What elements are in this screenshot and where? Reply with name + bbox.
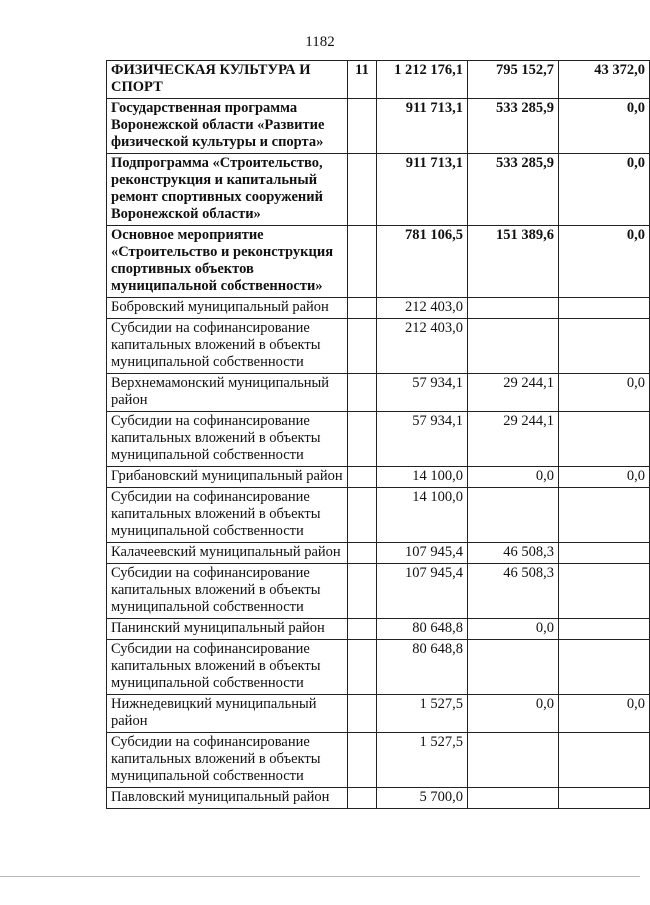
row-name-cell: Субсидии на софинансирование капитальных вложений в объекты муниципальной собственности <box>107 412 348 467</box>
table-row <box>107 412 650 467</box>
page-number: 1182 <box>305 34 335 50</box>
row-value-3-cell <box>559 543 650 564</box>
table-row <box>107 226 650 298</box>
table-row <box>107 543 650 564</box>
table-row <box>107 154 650 226</box>
row-name-cell: Подпрограмма «Строительство, реконструкция и капитальный ремонт спортивных сооружений Воронежской области» <box>107 154 348 226</box>
row-value-1-cell: 107 945,4 <box>377 564 468 619</box>
row-name-cell: Бобровский муниципальный район <box>107 298 348 319</box>
row-value-1-cell: 1 212 176,1 <box>377 61 468 99</box>
row-code-cell <box>348 298 377 319</box>
row-name-cell: Субсидии на софинансирование капитальных вложений в объекты муниципальной собственности <box>107 319 348 374</box>
row-value-2-cell: 29 244,1 <box>468 412 559 467</box>
table-row <box>107 374 650 412</box>
row-code-cell <box>348 99 377 154</box>
row-value-2-cell: 533 285,9 <box>468 99 559 154</box>
row-name-cell: Субсидии на софинансирование капитальных вложений в объекты муниципальной собственности <box>107 640 348 695</box>
row-value-1-cell: 911 713,1 <box>377 99 468 154</box>
row-name-cell: Субсидии на софинансирование капитальных вложений в объекты муниципальной собственности <box>107 733 348 788</box>
row-value-1-cell: 5 700,0 <box>377 788 468 809</box>
table-row <box>107 298 650 319</box>
row-value-2-cell: 29 244,1 <box>468 374 559 412</box>
row-value-2-cell <box>468 733 559 788</box>
row-name-cell: Государственная программа Воронежской области «Развитие физической культуры и спорта» <box>107 99 348 154</box>
row-value-1-cell: 781 106,5 <box>377 226 468 298</box>
row-value-3-cell: 43 372,0 <box>559 61 650 99</box>
row-value-3-cell <box>559 488 650 543</box>
row-value-1-cell: 911 713,1 <box>377 154 468 226</box>
row-code-cell <box>348 319 377 374</box>
row-value-2-cell <box>468 319 559 374</box>
row-value-1-cell: 57 934,1 <box>377 374 468 412</box>
row-code-cell <box>348 467 377 488</box>
row-value-3-cell <box>559 788 650 809</box>
row-value-1-cell: 14 100,0 <box>377 467 468 488</box>
table-row <box>107 61 650 99</box>
budget-table-body <box>107 61 650 809</box>
row-value-1-cell: 1 527,5 <box>377 695 468 733</box>
row-value-3-cell: 0,0 <box>559 99 650 154</box>
row-value-2-cell: 46 508,3 <box>468 543 559 564</box>
row-code-cell <box>348 412 377 467</box>
row-name-cell: Субсидии на софинансирование капитальных вложений в объекты муниципальной собственности <box>107 488 348 543</box>
row-value-3-cell: 0,0 <box>559 374 650 412</box>
table-row <box>107 695 650 733</box>
row-code-cell <box>348 374 377 412</box>
row-name-cell: Павловский муниципальный район <box>107 788 348 809</box>
row-value-3-cell <box>559 319 650 374</box>
row-value-2-cell <box>468 640 559 695</box>
row-value-3-cell <box>559 640 650 695</box>
row-value-1-cell: 212 403,0 <box>377 298 468 319</box>
row-value-1-cell: 80 648,8 <box>377 619 468 640</box>
row-value-1-cell: 57 934,1 <box>377 412 468 467</box>
row-value-3-cell <box>559 564 650 619</box>
row-value-2-cell <box>468 298 559 319</box>
row-code-cell <box>348 619 377 640</box>
row-value-1-cell: 80 648,8 <box>377 640 468 695</box>
row-value-2-cell <box>468 788 559 809</box>
row-value-1-cell: 107 945,4 <box>377 543 468 564</box>
row-value-2-cell: 533 285,9 <box>468 154 559 226</box>
table-row <box>107 640 650 695</box>
footer-divider <box>0 876 640 877</box>
table-row <box>107 619 650 640</box>
row-value-3-cell <box>559 298 650 319</box>
row-value-3-cell: 0,0 <box>559 226 650 298</box>
table-row <box>107 319 650 374</box>
row-name-cell: Субсидии на софинансирование капитальных вложений в объекты муниципальной собственности <box>107 564 348 619</box>
row-value-2-cell: 0,0 <box>468 695 559 733</box>
row-value-3-cell <box>559 412 650 467</box>
row-value-3-cell <box>559 619 650 640</box>
row-value-2-cell <box>468 488 559 543</box>
row-code-cell: 11 <box>348 61 377 99</box>
row-value-1-cell: 212 403,0 <box>377 319 468 374</box>
table-row <box>107 788 650 809</box>
row-code-cell <box>348 564 377 619</box>
row-code-cell <box>348 733 377 788</box>
row-value-2-cell: 795 152,7 <box>468 61 559 99</box>
row-value-3-cell: 0,0 <box>559 695 650 733</box>
row-code-cell <box>348 788 377 809</box>
row-value-3-cell <box>559 733 650 788</box>
row-code-cell <box>348 695 377 733</box>
row-name-cell: Калачеевский муниципальный район <box>107 543 348 564</box>
row-name-cell: Основное мероприятие «Строительство и реконструкция спортивных объектов муниципальной собственности» <box>107 226 348 298</box>
row-value-2-cell: 151 389,6 <box>468 226 559 298</box>
row-code-cell <box>348 488 377 543</box>
row-value-1-cell: 1 527,5 <box>377 733 468 788</box>
row-name-cell: Верхнемамонский муниципальный район <box>107 374 348 412</box>
table-row <box>107 488 650 543</box>
table-row <box>107 99 650 154</box>
budget-table <box>106 60 650 809</box>
table-row <box>107 564 650 619</box>
row-code-cell <box>348 154 377 226</box>
row-value-3-cell: 0,0 <box>559 154 650 226</box>
row-code-cell <box>348 543 377 564</box>
row-name-cell: ФИЗИЧЕСКАЯ КУЛЬТУРА И СПОРТ <box>107 61 348 99</box>
row-name-cell: Нижнедевицкий муниципальный район <box>107 695 348 733</box>
row-code-cell <box>348 226 377 298</box>
row-value-2-cell: 0,0 <box>468 619 559 640</box>
row-name-cell: Грибановский муниципальный район <box>107 467 348 488</box>
row-value-2-cell: 46 508,3 <box>468 564 559 619</box>
table-row <box>107 733 650 788</box>
row-value-2-cell: 0,0 <box>468 467 559 488</box>
table-row <box>107 467 650 488</box>
row-value-1-cell: 14 100,0 <box>377 488 468 543</box>
row-value-3-cell: 0,0 <box>559 467 650 488</box>
row-code-cell <box>348 640 377 695</box>
row-name-cell: Панинский муниципальный район <box>107 619 348 640</box>
